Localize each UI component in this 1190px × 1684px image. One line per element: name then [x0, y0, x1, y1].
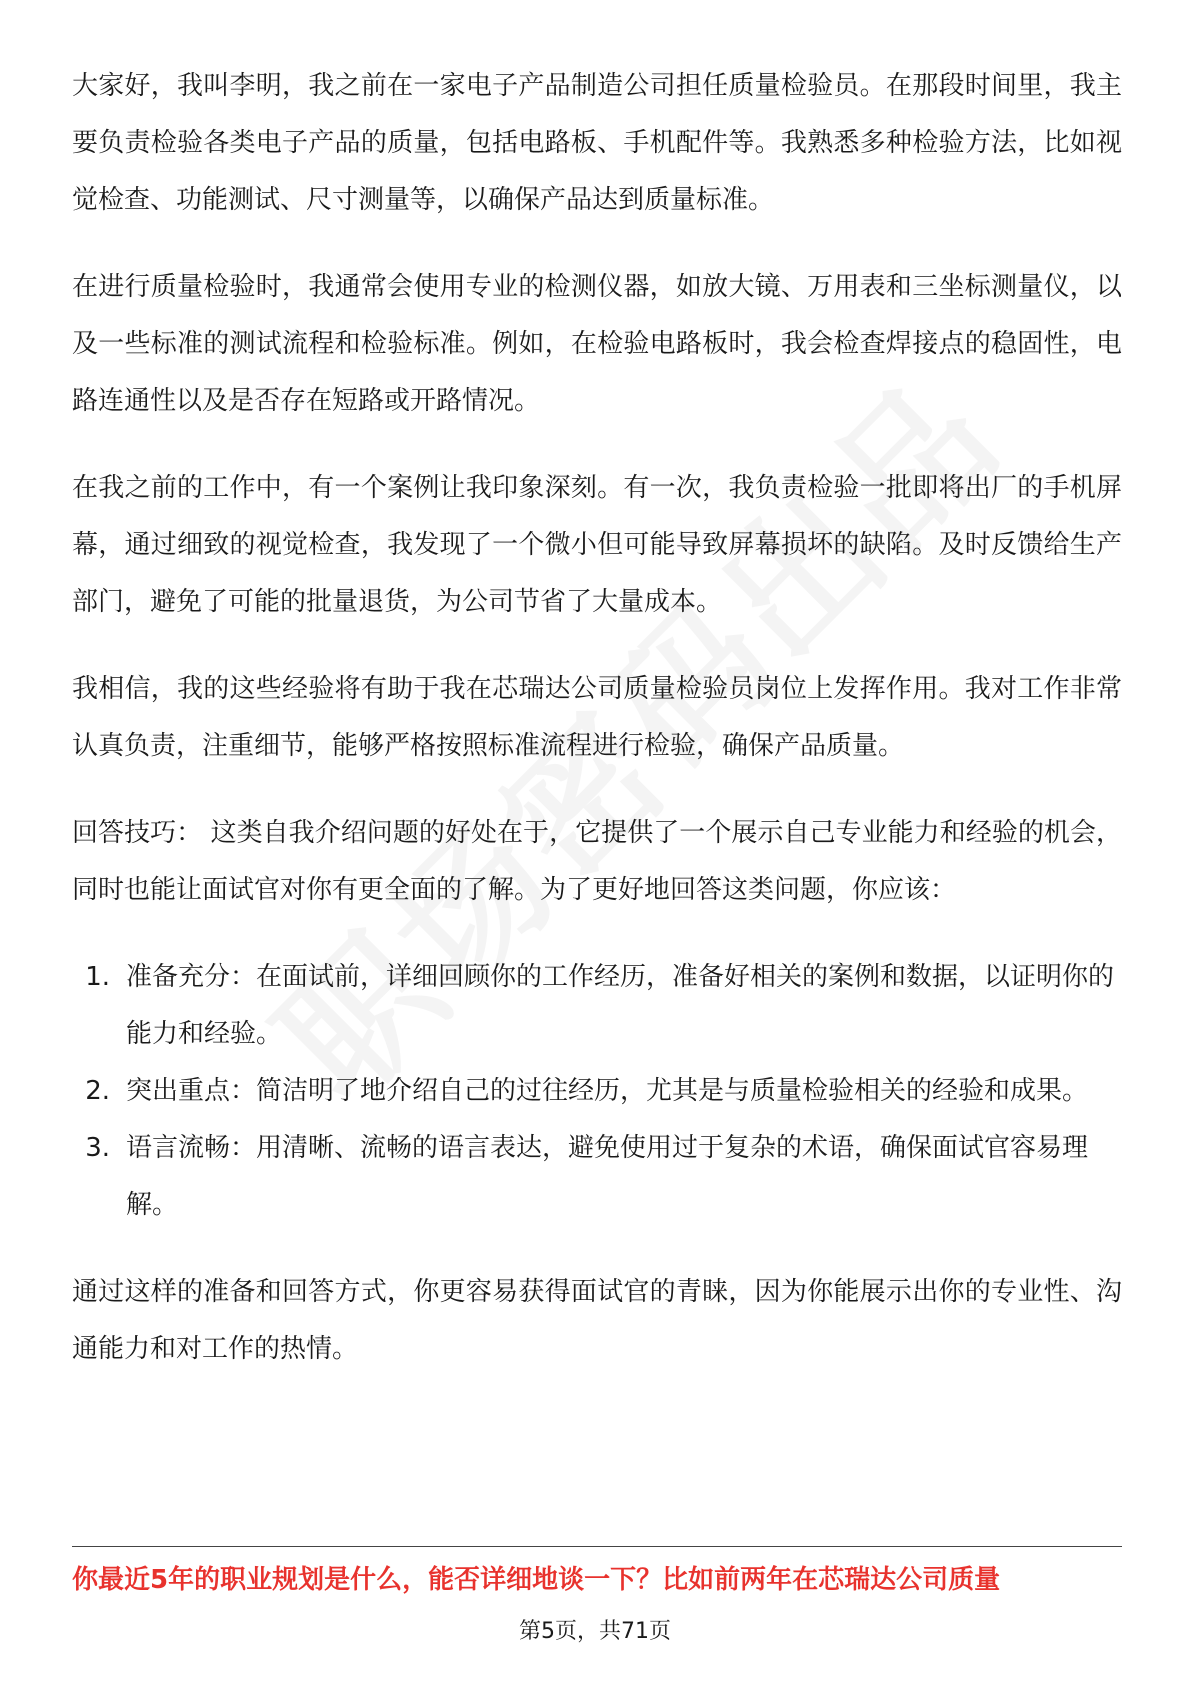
list-number: 2. — [85, 1076, 110, 1106]
list-text: 准备充分：在面试前，详细回顾你的工作经历，准备好相关的案例和数据，以证明你的能力和经验。 — [126, 962, 1115, 1049]
case-paragraph: 在我之前的工作中，有一个案例让我印象深刻。有一次，我负责检验一批即将出厂的手机屏幕，通过细致的视觉检查，我发现了一个微小但可能导致屏幕损坏的缺陷。及时反馈给生产部门，避免了可能的批量退货，为公司节省了大量成本。 — [72, 473, 1122, 617]
inspection-method-paragraph: 在进行质量检验时，我通常会使用专业的检测仪器，如放大镜、万用表和三坐标测量仪，以及一些标准的测试流程和检验标准。例如，在检验电路板时，我会检查焊接点的稳固性，电路连通性以及是否存在短路或开路情况。 — [72, 272, 1122, 416]
list-item — [72, 949, 1122, 1063]
list-number: 1. — [85, 962, 110, 992]
list-number: 3. — [85, 1133, 110, 1163]
summary-paragraph: 我相信，我的这些经验将有助于我在芯瑞达公司质量检验员岗位上发挥作用。我对工作非常认真负责，注重细节，能够严格按照标准流程进行检验，确保产品质量。 — [72, 674, 1122, 761]
list-text: 突出重点：简洁明了地介绍自己的过往经历，尤其是与质量检验相关的经验和成果。 — [126, 1076, 1089, 1106]
answer-tips-paragraph: 回答技巧： 这类自我介绍问题的好处在于，它提供了一个展示自己专业能力和经验的机会，同时也能让面试官对你有更全面的了解。为了更好地回答这类问题，你应该： — [72, 818, 1122, 905]
list-item — [72, 1120, 1122, 1234]
closing-paragraph: 通过这样的准备和回答方式，你更容易获得面试官的青睐，因为你能展示出你的专业性、沟通能力和对工作的热情。 — [72, 1277, 1122, 1364]
list-item — [72, 1063, 1122, 1120]
list-text: 语言流畅：用清晰、流畅的语言表达，避免使用过于复杂的术语，确保面试官容易理解。 — [126, 1133, 1089, 1220]
next-question-heading: 你最近5年的职业规划是什么，能否详细地谈一下？比如前两年在芯瑞达公司质量 — [72, 1565, 1001, 1595]
page-number: 第5页，共71页 — [519, 1619, 671, 1644]
intro-paragraph: 大家好，我叫李明，我之前在一家电子产品制造公司担任质量检验员。在那段时间里，我主要负责检验各类电子产品的质量，包括电路板、手机配件等。我熟悉多种检验方法，比如视觉检查、功能测试、尺寸测量等，以确保产品达到质量标准。 — [72, 71, 1122, 215]
tips-list — [72, 949, 1122, 1234]
section-divider — [72, 1546, 1122, 1547]
document-body — [72, 58, 1122, 1408]
